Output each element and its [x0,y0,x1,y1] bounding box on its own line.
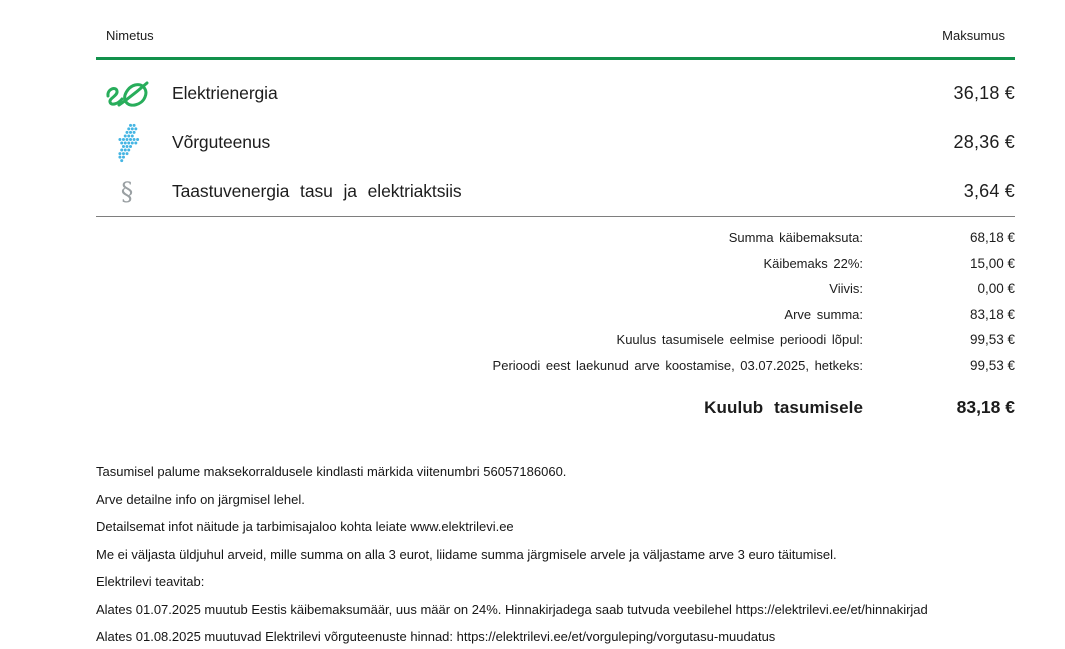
lightning-dots-icon [96,122,158,164]
table-row [96,118,1015,167]
summary-label: Käibemaks 22%: [763,255,863,271]
note-small-invoice-policy: Me ei väljasta üldjuhul arveid, mille summa on alla 3 eurot, liidame summa järgmisele arvele ja väljastame arve 3 euro täitumisel. [96,546,837,562]
summary-row [96,281,1015,307]
item-label: Võrguteenus [172,132,271,152]
summary-row [96,256,1015,282]
column-header-cost: Maksumus [942,28,1005,43]
summary-value: 68,18 € [969,230,1015,245]
note-network-price-change: Alates 01.08.2025 muutuvad Elektrilevi võrguteenuste hinnad: https://elektrilevi.ee/et/vorguleping/vorgutasu-muudatus [96,629,776,644]
header-divider [96,57,1015,60]
summary-row [96,358,1015,384]
note-detail-info: Arve detailne info on järgmisel lehel. [96,491,305,507]
item-value: 36,18 € [953,83,1015,103]
summary-row [96,332,1015,358]
section-sign-icon: § [120,177,134,206]
invoice-summary-sheet [96,0,1015,649]
summary-label: Perioodi eest laekunud arve koostamise, 03.07.2025, hetkeks: [492,357,863,373]
summary-label: Kuulus tasumisele eelmise perioodi lõpul: [616,332,863,347]
table-row [96,69,1015,118]
note-notice-heading: Elektrilevi teavitab: [96,574,205,589]
summary-value: 99,53 € [969,332,1015,347]
line-items [96,69,1015,217]
item-value: 28,36 € [953,132,1015,152]
column-header-name: Nimetus [106,28,154,43]
amount-due-label: Kuulub tasumisele [704,398,863,417]
totals-summary [96,230,1015,425]
item-value: 3,64 € [963,181,1015,201]
summary-row [96,230,1015,256]
footer-notes [96,458,1015,649]
summary-value: 99,53 € [969,357,1015,373]
note-vat-change: Alates 01.07.2025 muutub Eestis käibemaksumäär, uus määr on 24%. Hinnakirjadega saab tutvuda veebilehel https://elektrilevi.ee/et/hinnakirjad [96,601,928,617]
summary-value: 0,00 € [977,281,1015,296]
summary-label: Summa käibemaksuta: [728,230,863,245]
energy-scribble-icon [96,77,158,111]
summary-label: Arve summa: [784,306,863,322]
table-row [96,167,1015,216]
summary-label: Viivis: [829,281,863,296]
table-header [96,0,1015,43]
summary-row [96,307,1015,333]
note-consumption-history: Detailsemat infot näitude ja tarbimisajaloo kohta leiate www.elektrilevi.ee [96,519,514,534]
amount-due-row [96,397,1015,425]
summary-value: 83,18 € [969,306,1015,322]
summary-value: 15,00 € [969,255,1015,271]
amount-due-value: 83,18 € [956,397,1015,417]
item-label: Taastuvenergia tasu ja elektriaktsiis [172,181,462,201]
item-label: Elektrienergia [172,83,278,103]
note-reference-number: Tasumisel palume maksekorraldusele kindlasti märkida viitenumbri 56057186060. [96,464,567,479]
